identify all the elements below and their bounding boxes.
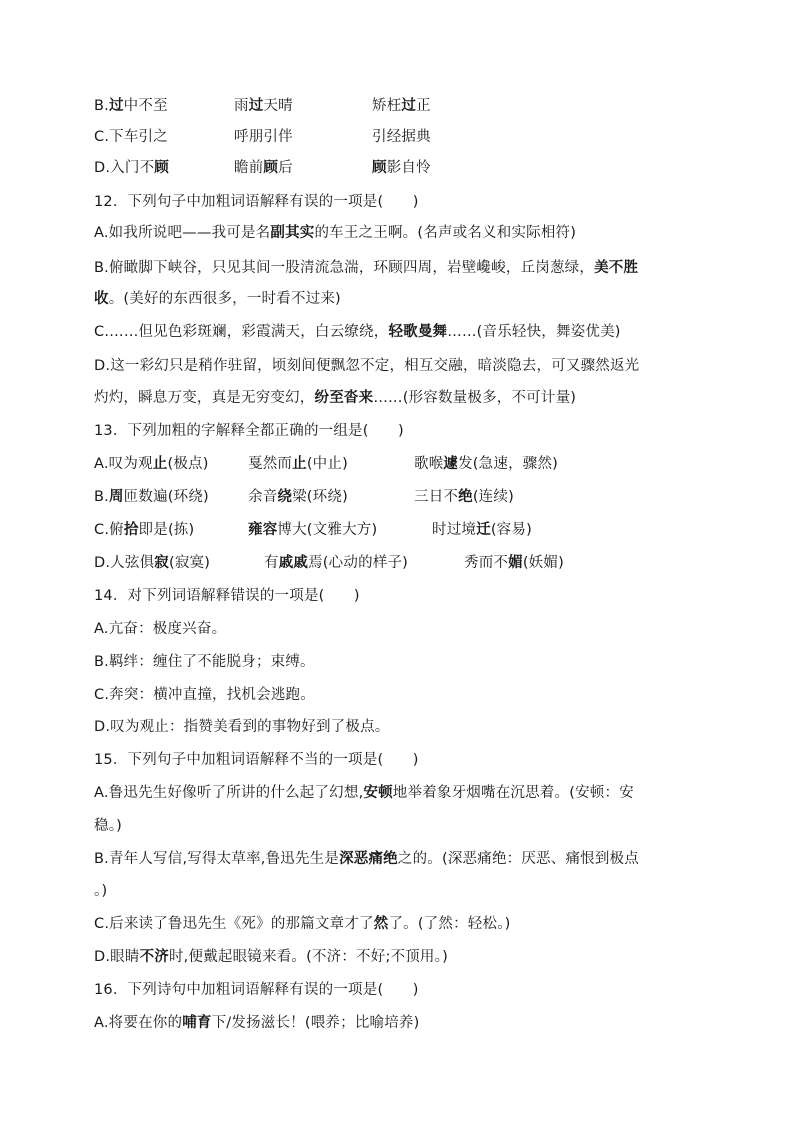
q15-option-d: D.眼睛不济时,便戴起眼镜来看。(不济：不好;不顶用。) xyxy=(94,949,448,965)
q14-option-a: A.亢奋：极度兴奋。 xyxy=(94,621,227,637)
document-page: B.过中不至 雨过天晴 矫枉过正 C.下车引之 呼朋引伴 引经据典 D.入门不顾 瞻前顾后 顾影自怜 12．下列句子中加粗词语解释有误的一项是( ) A.如我所说吧——我可是名副其实的车王之王啊。(名声或名义和实际相符) B.俯瞰脚下峡谷，只见其间一股清流急湍，环顾四周，岩壁巉峻，丘岗葱绿，美不胜 收。(美好的东西很多，一时看不过来) C.……但见色彩斑斓，彩霞满天，白云缭绕，轻歌曼舞……(音乐轻快，舞姿优美) D.这一彩幻只是稍作驻留，顷刻间便飘忽不定，相互交融，暗淡隐去，可又骤然返光 灼灼，瞬息万变，真是无穷变幻，纷至沓来……(形容数量极多，不可计量) 13．下列加粗的字解释全都正确的一组是( ) A.叹为观止(极点) 戛然而止(中止) 歌喉遽发(急速，骤然) B.周匝数遍(环绕) 余音绕梁(环绕) 三日不绝(连续) C.俯拾即是(拣) 雍容博大(文雅大方) 时过境迁(容易) D.人弦俱寂(寂寞) 有戚戚焉(心动的样子) 秀而不媚(妖媚) 14．对下列词语解释错误的一项是( ) A.亢奋：极度兴奋。 B.羁绊：缠住了不能脱身；束缚。 C.奔突：横冲直撞，找机会逃跑。 D.叹为观止：指赞美看到的事物好到了极点。 15．下列句子中加粗词语解释不当的一项是( ) A.鲁迅先生好像听了所讲的什么起了幻想,安顿地举着象牙烟嘴在沉思着。(安顿：安 稳。) B.青年人写信,写得太草率,鲁迅先生是深恶痛绝之的。(深恶痛绝：厌恶、痛恨到极点 。) C.后来读了鲁迅先生《死》的那篇文章才了然了。(了然：轻松。) D.眼睛不济时,便戴起眼镜来看。(不济：不好;不顶用。) 16．下列诗句中加粗词语解释有误的一项是( ) A.将要在你的哺育下/发扬滋长！(喂养；比喻培养) xyxy=(0,0,794,1123)
q13-stem: 13．下列加粗的字解释全都正确的一组是( ) xyxy=(94,423,404,439)
q12-option-b-line1: B.俯瞰脚下峡谷，只见其间一股清流急湍，环顾四周，岩壁巉峻，丘岗葱绿，美不胜 xyxy=(94,260,639,276)
q12-option-b-line2: 收。(美好的东西很多，一时看不过来) xyxy=(94,291,341,307)
q15-option-b-line1: B.青年人写信,写得太草率,鲁迅先生是深恶痛绝之的。(深恶痛绝：厌恶、痛恨到极点 xyxy=(94,851,639,867)
q12-option-c: C.……但见色彩斑斓，彩霞满天，白云缭绕，轻歌曼舞……(音乐轻快，舞姿优美) xyxy=(94,324,621,340)
q14-stem: 14．对下列词语解释错误的一项是( ) xyxy=(94,588,360,604)
q15-stem: 15．下列句子中加粗词语解释不当的一项是( ) xyxy=(94,752,419,768)
q15-option-b-line2: 。) xyxy=(94,883,108,899)
q16-option-a: A.将要在你的哺育下/发扬滋长！(喂养；比喻培养) xyxy=(94,1015,420,1031)
q14-option-d: D.叹为观止：指赞美看到的事物好到了极点。 xyxy=(94,719,390,735)
q12-option-d-line2: 灼灼，瞬息万变，真是无穷变幻，纷至沓来……(形容数量极多，不可计量) xyxy=(94,390,577,406)
q12-stem: 12．下列句子中加粗词语解释有误的一项是( ) xyxy=(94,194,419,210)
q12-option-a: A.如我所说吧——我可是名副其实的车王之王啊。(名声或名义和实际相符) xyxy=(94,225,577,241)
q15-option-a-line2: 稳。) xyxy=(94,818,123,834)
q15-option-c: C.后来读了鲁迅先生《死》的那篇文章才了然了。(了然：轻松。) xyxy=(94,916,511,932)
q15-option-a-line1: A.鲁迅先生好像听了所讲的什么起了幻想,安顿地举着象牙烟嘴在沉思着。(安顿：安 xyxy=(94,785,634,801)
q16-stem: 16．下列诗句中加粗词语解释有误的一项是( ) xyxy=(94,982,419,998)
q12-option-d-line1: D.这一彩幻只是稍作驻留，顷刻间便飘忽不定，相互交融，暗淡隐去，可又骤然返光 xyxy=(94,358,640,374)
q14-option-b: B.羁绊：缠住了不能脱身；束缚。 xyxy=(94,654,315,670)
q14-option-c: C.奔突：横冲直撞，找机会逃跑。 xyxy=(94,687,315,703)
